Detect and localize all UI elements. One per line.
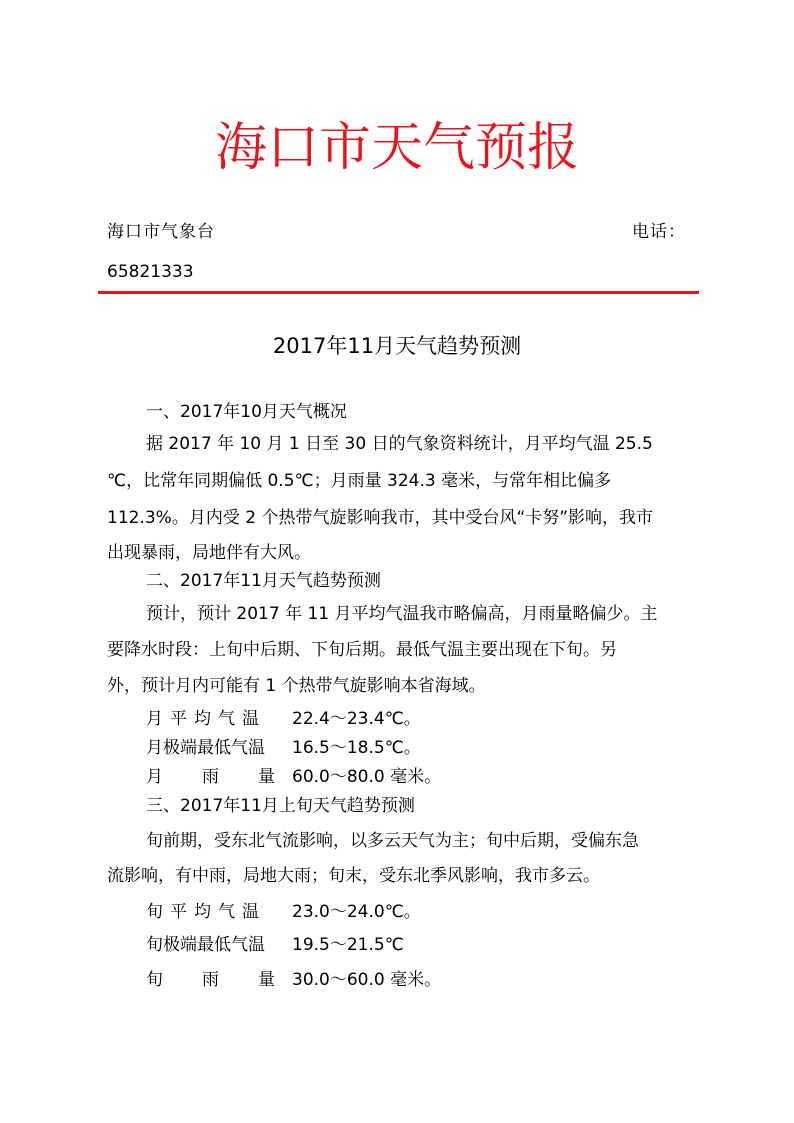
document-title: 2017年11月天气趋势预测 (272, 334, 522, 358)
section-3-line: 旬前期，受东北气流影响，以多云天气为主；旬中后期，受偏东急 (146, 831, 639, 851)
dekad-rainfall-value: 30.0～60.0 毫米。 (292, 970, 442, 990)
section-3-line: 流影响，有中雨，局地大雨；旬末，受东北季风影响，我市多云。 (107, 866, 600, 886)
dekad-avg-temp-value: 23.0～24.0℃。 (292, 902, 421, 922)
section-1-line: 据 2017 年 10 月 1 日至 30 日的气象资料统计，月平均气温 25.5 (146, 434, 653, 454)
monthly-avg-temp-value: 22.4～23.4℃。 (292, 709, 421, 729)
section-2-line: 要降水时段：上旬中后期、下旬后期。最低气温主要出现在下旬。另 (107, 640, 617, 660)
header-divider (98, 291, 699, 294)
phone-label: 电话： (632, 222, 686, 242)
dekad-rainfall-label: 旬雨量 (146, 970, 314, 990)
phone-number: 65821333 (107, 262, 194, 282)
dekad-min-temp-value: 19.5～21.5℃ (292, 935, 404, 955)
section-1-line: 112.3%。月内受 2 个热带气旋影响我市，其中受台风“卡努”影响，我市 (107, 508, 654, 528)
monthly-avg-temp-label: 月平均气温 (146, 709, 266, 729)
section-3-heading: 三、2017年11月上旬天气趋势预测 (146, 796, 415, 816)
masthead-title: 海口市天气预报 (214, 118, 579, 178)
monthly-rainfall-label: 月雨量 (146, 767, 314, 787)
monthly-min-temp-value: 16.5～18.5℃。 (292, 738, 421, 758)
monthly-min-temp-label: 月极端最低气温 (146, 738, 265, 758)
section-1-heading: 一、2017年10月天气概况 (146, 402, 347, 422)
dekad-min-temp-label: 旬极端最低气温 (146, 935, 265, 955)
section-1-line: ℃，比常年同期偏低 0.5℃；月雨量 324.3 毫米，与常年相比偏多 (107, 471, 612, 491)
dekad-avg-temp-label: 旬平均气温 (146, 902, 266, 922)
section-2-heading: 二、2017年11月天气趋势预测 (146, 571, 381, 591)
section-1-line: 出现暴雨，局地伴有大风。 (107, 543, 311, 563)
section-2-line: 预计，预计 2017 年 11 月平均气温我市略偏高，月雨量略偏少。主 (146, 604, 658, 624)
issuing-organization: 海口市气象台 (107, 222, 215, 242)
section-2-line: 外，预计月内可能有 1 个热带气旋影响本省海域。 (107, 676, 486, 696)
monthly-rainfall-value: 60.0～80.0 毫米。 (292, 767, 442, 787)
